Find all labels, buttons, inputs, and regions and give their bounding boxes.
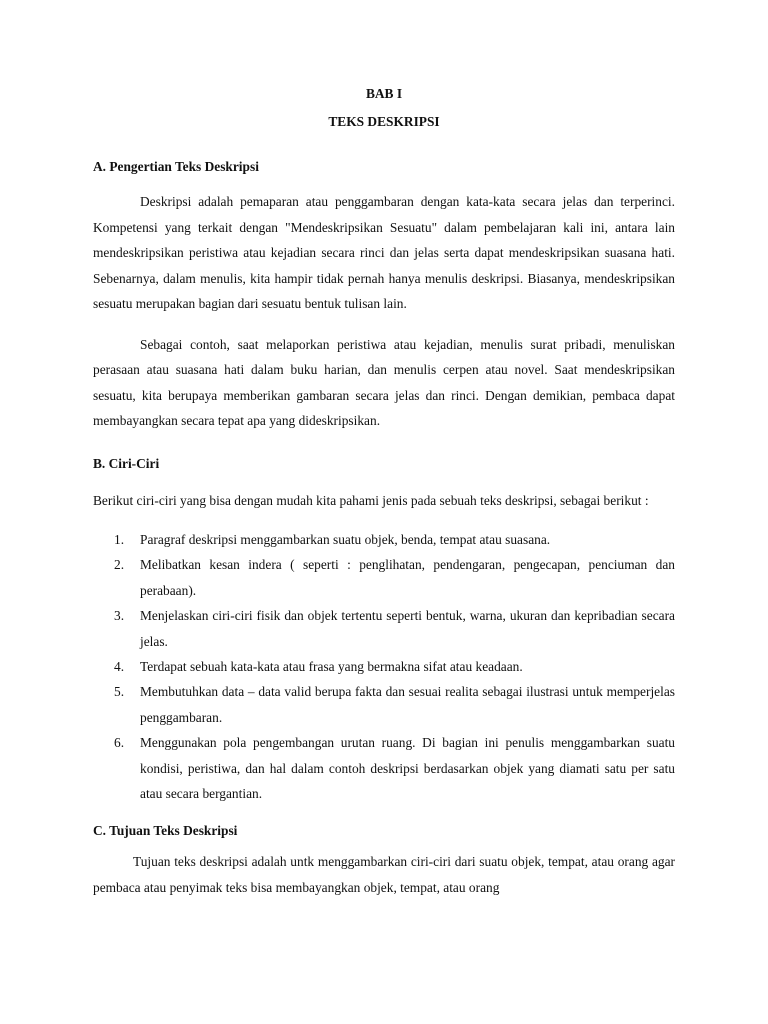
chapter-title: TEKS DESKRIPSI xyxy=(328,114,440,129)
list-item xyxy=(93,527,675,552)
list-item-number: 1. xyxy=(114,532,125,547)
list-item-text: Menjelaskan ciri-ciri fisik dan objek tertentu seperti bentuk, warna, ukuran dan kepribadian secara jelas. xyxy=(140,608,675,649)
list-item xyxy=(93,730,675,806)
section-a-paragraph-2: Sebagai contoh, saat melaporkan peristiwa atau kejadian, menulis surat pribadi, menuliskan perasaan atau suasana hati dalam buku harian, dan menulis cerpen atau novel. Saat mendeskripsikan sesuatu, kita berupaya memberikan gambaran secara jelas dan rinci. Dengan demikian, pembaca dapat membayangkan secara tepat apa yang dideskripsikan. xyxy=(93,336,675,428)
section-a-heading: A. Pengertian Teks Deskripsi xyxy=(93,159,259,174)
list-item-text: Menggunakan pola pengembangan urutan ruang. Di bagian ini penulis menggambarkan suatu kondisi, peristiwa, dan hal dalam contoh deskripsi berdasarkan objek yang diamati satu per satu atau secara bergantian. xyxy=(140,735,675,802)
list-item-number: 3. xyxy=(114,608,125,624)
section-b-heading: B. Ciri-Ciri xyxy=(93,455,160,471)
list-item-text: Membutuhkan data – data valid berupa fakta dan sesuai realita sebagai ilustrasi untuk memperjelas penggambaran. xyxy=(140,684,675,725)
list-item xyxy=(93,552,675,603)
list-item-text: Melibatkan kesan indera ( seperti : penglihatan, pendengaran, pengecapan, penciuman dan perabaan). xyxy=(140,557,675,598)
list-item xyxy=(93,679,675,730)
document-page xyxy=(93,80,675,900)
list-item-number: 6. xyxy=(114,735,125,751)
section-c-paragraph-1: Tujuan teks deskripsi adalah untk menggambarkan ciri-ciri dari suatu objek, tempat, atau orang agar pembaca atau penyimak teks bisa membayangkan objek, tempat, atau orang xyxy=(93,854,675,895)
list-item-text: Paragraf deskripsi menggambarkan suatu objek, benda, tempat atau suasana. xyxy=(140,532,551,547)
list-item-number: 4. xyxy=(114,659,125,675)
section-c-heading: C. Tujuan Teks Deskripsi xyxy=(93,823,238,839)
list-item xyxy=(93,603,675,654)
list-item-number: 2. xyxy=(114,557,125,573)
list-item-text: Terdapat sebuah kata-kata atau frasa yang bermakna sifat atau keadaan. xyxy=(140,659,523,675)
section-b-intro: Berikut ciri-ciri yang bisa dengan mudah kita pahami jenis pada sebuah teks deskripsi, sebagai berikut : xyxy=(93,492,649,508)
section-a-paragraph-1: Deskripsi adalah pemaparan atau penggambaran dengan kata-kata secara jelas dan terperinci. Kompetensi yang terkait dengan "Mendeskripsikan Sesuatu" dalam pembelajaran kali ini, antara lain mendeskripsikan peristiwa atau kejadian secara rinci dan jelas serta dapat mendeskripsikan suasana hati. Sebenarnya, dalam menulis, kita hampir tidak pernah hanya menulis deskripsi. Biasanya, mendeskripsikan sesuatu merupakan bagian dari sesuatu bentuk tulisan lain. xyxy=(93,194,675,311)
criteria-list xyxy=(93,527,675,806)
chapter-number: BAB I xyxy=(365,86,403,101)
list-item-number: 5. xyxy=(114,684,125,700)
list-item xyxy=(93,654,675,679)
